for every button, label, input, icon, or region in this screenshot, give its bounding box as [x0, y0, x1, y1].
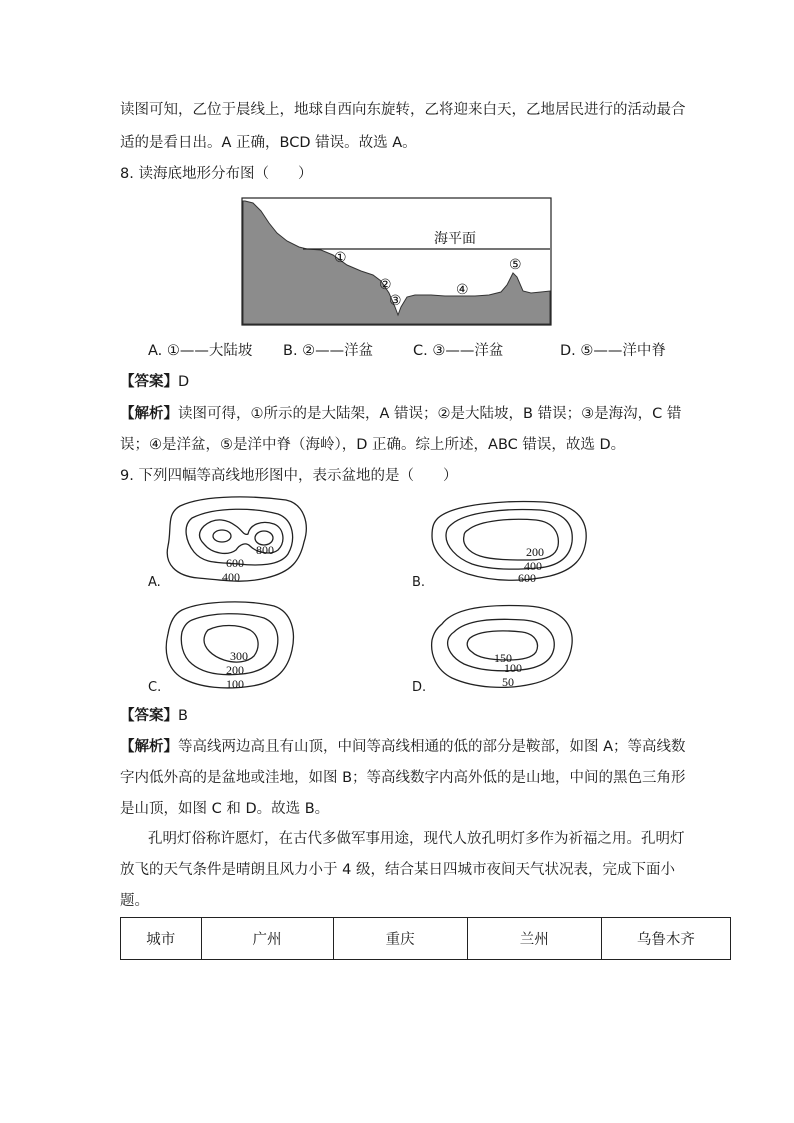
q8-option-a: A. ①——大陆坡	[148, 343, 253, 359]
contour-map-a	[146, 494, 316, 594]
seafloor-profile-figure	[241, 197, 553, 327]
map-d-value-50: 50	[502, 675, 514, 689]
analysis-text: 读图可得，①所示的是大陆架，A 错误；②是大陆坡，B 错误；③是海沟，C 错	[178, 406, 682, 422]
map-d-value-100: 100	[504, 661, 522, 675]
sea-level-label: 海平面	[434, 232, 476, 247]
contour-map-c	[160, 598, 300, 694]
marker-3: ③	[389, 294, 402, 309]
answer-label: 【答案】	[120, 708, 178, 724]
map-a-value-800: 800	[256, 543, 274, 557]
marker-5: ⑤	[509, 258, 522, 273]
q9-answer	[120, 706, 188, 726]
q9-analysis-line-3: 是山顶，如图 C 和 D。故选 B。	[120, 801, 330, 817]
intro-line-2: 适的是看日出。A 正确，BCD 错误。故选 A。	[120, 135, 417, 151]
table-cell: 兰州	[467, 918, 601, 960]
analysis-text: 等高线两边高且有山顶，中间等高线相通的低的部分是鞍部，如图 A；等高线数	[178, 739, 686, 755]
table-header-row	[121, 918, 731, 960]
q8-stem: 8. 读海底地形分布图（ ）	[120, 166, 313, 182]
analysis-label: 【解析】	[120, 406, 178, 422]
table-cell: 城市	[121, 918, 202, 960]
map-c-value-200: 200	[226, 663, 244, 677]
map-b-value-200: 200	[526, 545, 544, 559]
map-d-value-150: 150	[494, 651, 512, 665]
q9-analysis-line-1	[120, 737, 686, 757]
marker-2: ②	[379, 278, 392, 293]
map-c-value-100: 100	[226, 677, 244, 691]
table-cell: 广州	[201, 918, 333, 960]
marker-1: ①	[334, 251, 347, 266]
q8-option-b: B. ②——洋盆	[283, 343, 374, 359]
q9-analysis-line-2: 字内低外高的是盆地或洼地，如图 B；等高线数字内高外低的是山地，中间的黑色三角形	[120, 770, 686, 786]
q8-option-d: D. ⑤——洋中脊	[560, 343, 666, 359]
q8-option-c: C. ③——洋盆	[413, 343, 504, 359]
map-b-value-600: 600	[518, 571, 536, 585]
map-a-value-600: 600	[226, 556, 244, 570]
marker-4: ④	[456, 283, 469, 298]
map-b-label: B.	[412, 575, 426, 590]
passage-line-1: 孔明灯俗称许愿灯，在古代多做军事用途，现代人放孔明灯多作为祈福之用。孔明灯	[148, 831, 685, 847]
map-d-label: D.	[412, 680, 427, 695]
table-cell: 乌鲁木齐	[601, 918, 730, 960]
table-cell: 重庆	[333, 918, 467, 960]
intro-line-1: 读图可知，乙位于晨线上，地球自西向东旋转，乙将迎来白天，乙地居民进行的活动最合	[120, 102, 686, 118]
q8-analysis-line-1	[120, 404, 681, 424]
answer-value: B	[178, 708, 188, 724]
map-c-label: C.	[148, 680, 162, 695]
map-b-value-400: 400	[524, 559, 542, 573]
contour-map-d	[428, 598, 578, 694]
passage-line-2: 放飞的天气条件是晴朗且风力小于 4 级，结合某日四城市夜间天气状况表，完成下面小	[120, 862, 675, 878]
q8-analysis-line-2: 误；④是洋盆，⑤是洋中脊（海岭），D 正确。综上所述，ABC 错误，故选 D。	[120, 437, 626, 453]
analysis-label: 【解析】	[120, 739, 178, 755]
map-a-value-400: 400	[222, 570, 240, 584]
answer-label: 【答案】	[120, 374, 178, 390]
q8-answer	[120, 372, 189, 392]
map-c-value-300: 300	[230, 649, 248, 663]
map-a-label: A.	[148, 575, 161, 590]
q9-stem: 9. 下列四幅等高线地形图中，表示盆地的是（ ）	[120, 468, 458, 484]
contour-map-b	[424, 494, 594, 594]
weather-table	[120, 917, 731, 960]
answer-value: D	[178, 374, 190, 390]
passage-line-3: 题。	[120, 893, 149, 909]
